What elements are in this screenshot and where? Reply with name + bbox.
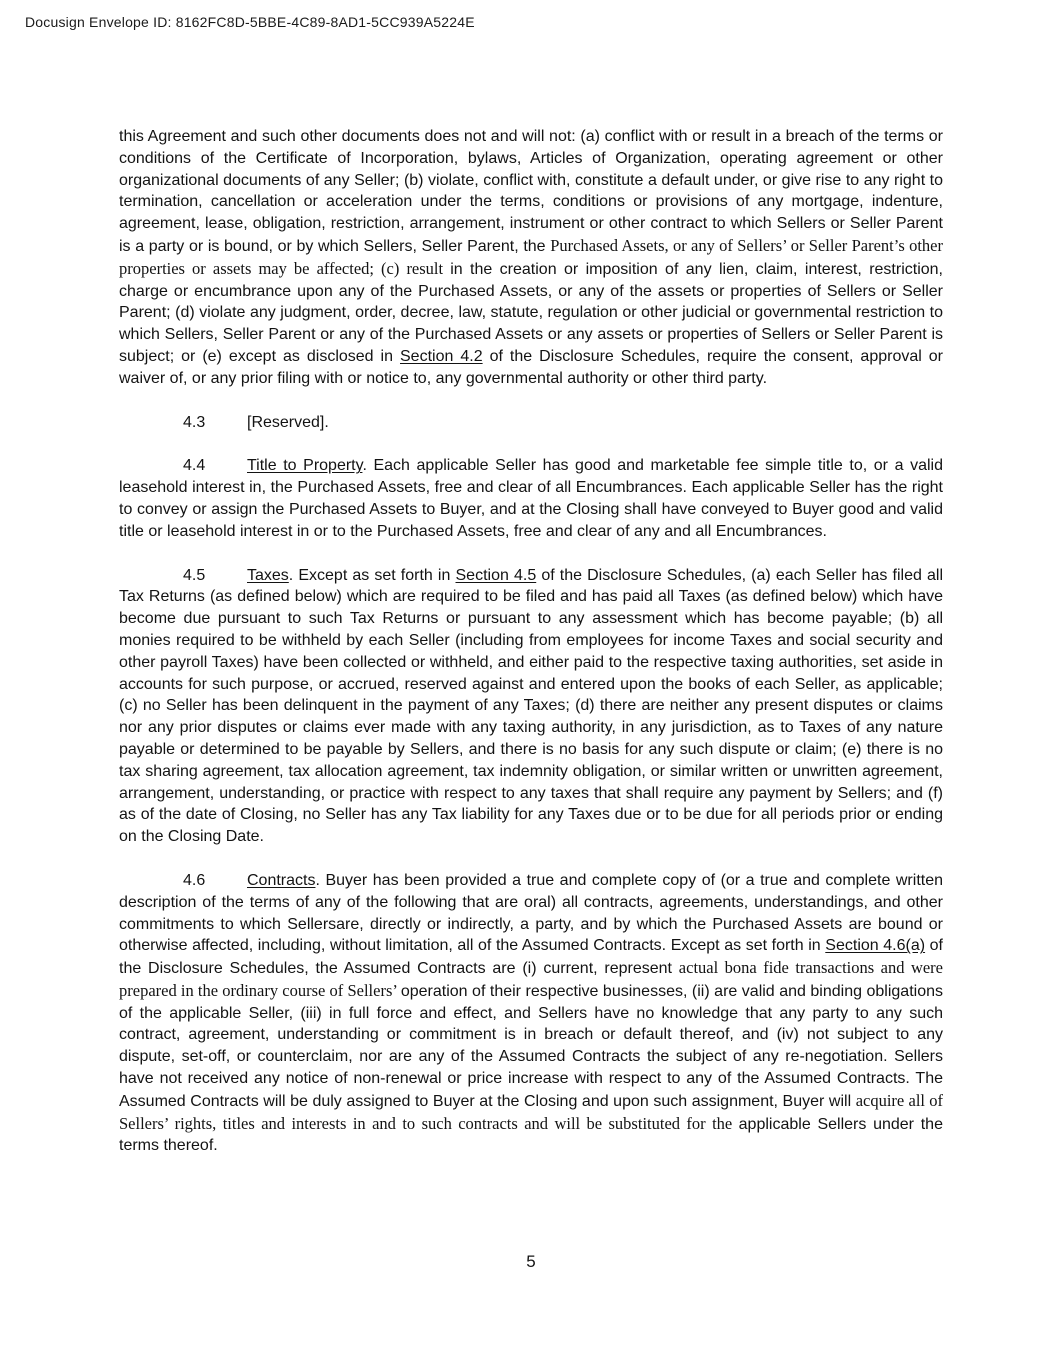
paragraph: [119, 412, 943, 434]
section-reference: Section 4.2: [400, 347, 483, 365]
text-run: of the Disclosure Schedules, (a) each Seller has filed all Tax Returns (as defined below) which are required to be filed and has paid all Taxes (as defined below) which have become due pursuant to such Tax Returns or pursuant to any assessment which has become payable; (b) all monies required to be withheld by each Seller (including from employees for income Taxes and social security and other payroll Taxes) have been collected or withheld, and either paid to the respective taxing authorities, set aside in accounts for such purpose, or accrued, reserved against and entered upon the books of each Seller, as applicable; (c) no Seller has been delinquent in the payment of any Taxes; (d) there are neither any present disputes or claims nor any prior disputes or claims ever made with any taxing authority, in any jurisdiction, as to Taxes of any nature payable or determined to be payable by Sellers, and there is no basis for any such dispute or claim; (e) there is no tax sharing agreement, tax allocation agreement, tax indemnity obligation, or similar written or unwritten agreement, arrangement, understanding, or practice with respect to any taxes that shall require any payment by Sellers; and (f) as of the date of Closing, no Seller has any Tax liability for any Taxes due or to be due for all periods prior or ending on the Closing Date.: [119, 566, 944, 846]
section-reference: Section 4.6(a): [825, 937, 926, 955]
section-heading: Contracts: [247, 871, 316, 889]
paragraph: [119, 455, 943, 542]
text-run: . Buyer has been provided a true and complete copy of (or a true and complete written description of the terms of any of the following that are oral) all contracts, agreements, understandings, and other commitments to which Sellersare, directly or indirectly, a party, and by which the Purchased Assets are bound or otherwise affected, including, without limitation, all of the Assumed Contracts. Except as set forth in: [119, 871, 943, 955]
text-run: [Reserved].: [247, 413, 329, 431]
text-run: . Each applicable Seller has good and marketable fee simple title to, or a valid leasehold interest in, the Purchased Assets, free and clear of all Encumbrances. Each applicable Seller has the right to convey or assign the Purchased Assets to Buyer, and at the Closing shall have conveyed to Buyer good and valid title or leasehold interest in or to the Purchased Assets, free and clear of any and all Encumbrances.: [119, 457, 943, 540]
text-run: actual bona fide transactions and were prepared in the ordinary course of Sellers’: [119, 958, 943, 1000]
text-run: applicable Sellers under the terms thereof.: [119, 1115, 943, 1155]
text-run: Purchased Assets, or any of Sellers’ or Seller Parent’s other properties or assets may be affected; (c) result: [119, 235, 943, 278]
paragraph: [119, 870, 943, 1157]
text-run: in the creation or imposition of any lien, claim, interest, restriction, charge or encumbrance upon any of the Purchased Assets, or any of the assets or properties of Sellers or Seller Parent; (d) violate any judgment, order, decree, law, statute, regulation or other judicial or governmental restriction to which Sellers, Seller Parent or any of the Purchased Assets or any assets or properties of Sellers or Seller Parent is subject; or (e) except as disclosed in: [119, 260, 944, 365]
section-reference: Section 4.5: [455, 566, 537, 584]
document-body: [119, 126, 943, 1179]
section-number: 4.6: [183, 871, 206, 889]
text-run: . Except as set forth in: [288, 566, 456, 584]
text-run: of the Disclosure Schedules, require the consent, approval or waiver of, or any prior filing with or notice to, any governmental authority or other third party.: [119, 347, 944, 387]
page-number: 5: [526, 1252, 536, 1271]
paragraph: [119, 126, 943, 390]
paragraph: [119, 565, 943, 848]
text-run: of the Disclosure Schedules, the Assumed Contracts are (i) current, represent: [119, 937, 944, 978]
text-run: acquire all of Sellers’ rights, titles and interests in and to such contracts and will be substituted for the: [119, 1090, 943, 1133]
docusign-envelope-id: Docusign Envelope ID: 8162FC8D-5BBE-4C89-8AD1-5CC939A5224E: [25, 14, 475, 30]
section-number: 4.5: [183, 566, 206, 584]
section-number: 4.3: [183, 413, 206, 431]
section-heading: Title to Property: [247, 457, 363, 475]
section-heading: Taxes: [247, 566, 289, 584]
text-run: this Agreement and such other documents does not and will not: (a) conflict with or result in a breach of the terms or conditions of the Certificate of Incorporation, bylaws, Articles of Organization, operating agreement or other organizational documents of any Seller; (b) violate, conflict with, constitute a default under, or give rise to any right to termination, cancellation or acceleration under the terms, conditions or provisions of any mortgage, indenture, agreement, lease, obligation, restriction, arrangement, instrument or other contract to which Sellers or Seller Parent is a party or is bound, or by which Sellers, Seller Parent, the: [119, 128, 943, 255]
section-number: 4.4: [183, 457, 206, 475]
text-run: operation of their respective businesses, (ii) are valid and binding obligations of the applicable Seller, (iii) in full force and effect, and Sellers have no knowledge that any party to any such contract, agreement, understanding or commitment is in breach or default thereof, and (iv) not subject to any dispute, set-off, or counterclaim, nor are any of the Assumed Contracts the subject of any re-negotiation. Sellers have not received any notice of non-renewal or price increase with respect to any of the Assumed Contracts. The Assumed Contracts will be duly assigned to Buyer at the Closing and upon such assignment, Buyer will: [119, 982, 943, 1110]
